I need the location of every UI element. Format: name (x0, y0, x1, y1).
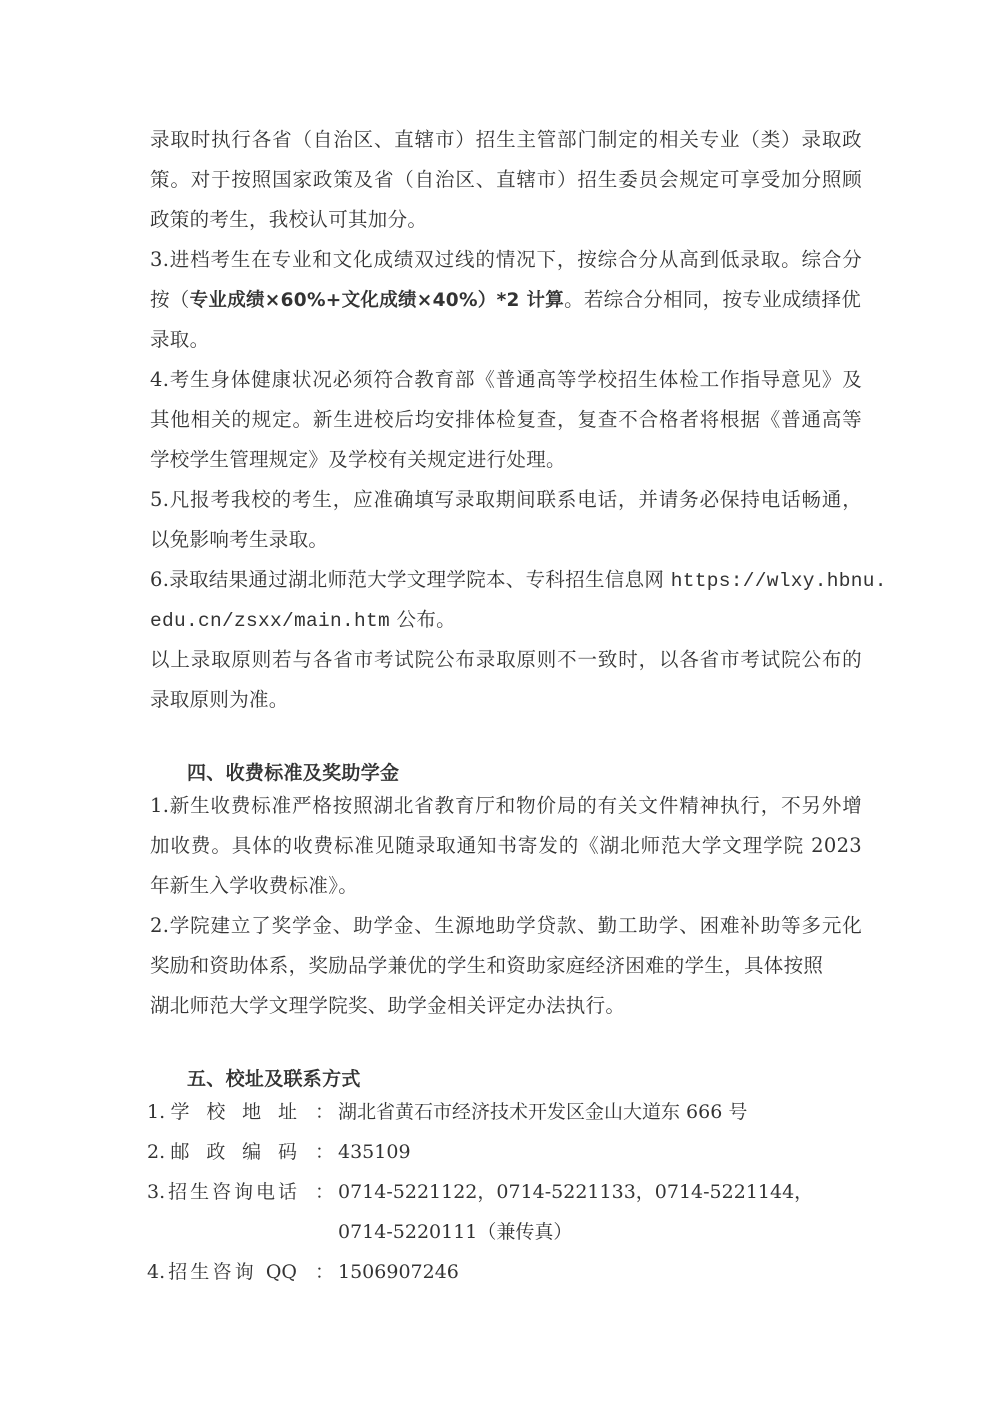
text: 。若综合分相同，按专业成绩择优 (564, 288, 862, 311)
colon: ： (315, 1181, 335, 1203)
paragraph-line: 以免影响考生录取。 (150, 528, 329, 551)
contact-value: 0714-5221122，0714-5221133，0714-5221144， (338, 1181, 814, 1203)
paragraph-line: 录取。 (150, 328, 210, 351)
paragraph-line: 5.凡报考我校的考生，应准确填写录取期间联系电话，并请务必保持电话畅通， (150, 488, 862, 511)
contact-label: 1.学 校 地 址 (147, 1101, 297, 1123)
paragraph-line: 湖北师范大学文理学院奖、助学金相关评定办法执行。 (150, 994, 626, 1017)
paragraph-line: 策。对于按照国家政策及省（自治区、直辖市）招生委员会规定可享受加分照顾 (150, 168, 862, 191)
contact-label: 4.招生咨询 QQ (147, 1261, 297, 1283)
paragraph-line: 录取时执行各省（自治区、直辖市）招生主管部门制定的相关专业（类）录取政 (150, 128, 862, 151)
contact-value: 1506907246 (338, 1261, 459, 1283)
paragraph-line (150, 566, 887, 594)
paragraph-line: 政策的考生，我校认可其加分。 (150, 208, 428, 231)
text: 按（ (150, 288, 190, 311)
paragraph-line: 2.学院建立了奖学金、助学金、生源地助学贷款、勤工助学、困难补助等多元化 (150, 914, 862, 937)
text: 公布。 (390, 608, 456, 631)
contact-label: 3.招生咨询电话 (147, 1181, 297, 1203)
colon: ： (315, 1141, 335, 1163)
paragraph-line: 其他相关的规定。新生进校后均安排体检复查，复查不合格者将根据《普通高等 (150, 408, 862, 431)
contact-value: 湖北省黄石市经济技术开发区金山大道东 666 号 (338, 1101, 748, 1123)
paragraph-line: 加收费。具体的收费标准见随录取通知书寄发的《湖北师范大学文理学院 2023 (150, 834, 862, 857)
formula-bold: 专业成绩×60%+文化成绩×40%）*2 计算 (189, 290, 565, 311)
paragraph-line: 年新生入学收费标准》。 (150, 874, 359, 897)
paragraph-line: 1.新生收费标准严格按照湖北省教育厅和物价局的有关文件精神执行，不另外增 (150, 794, 862, 817)
paragraph-line: 录取原则为准。 (150, 688, 289, 711)
colon: ： (315, 1261, 335, 1283)
colon: ： (315, 1101, 335, 1123)
url-link[interactable]: https://wlxy.hbnu. (670, 570, 887, 592)
paragraph-line: 学校学生管理规定》及学校有关规定进行处理。 (150, 448, 566, 471)
paragraph-line (150, 606, 862, 634)
contact-label: 2.邮 政 编 码 (147, 1141, 297, 1163)
section-heading: 四、收费标准及奖助学金 (187, 762, 400, 784)
contact-value: 0714-5220111（兼传真） (338, 1221, 573, 1243)
paragraph-line: 3.进档考生在专业和文化成绩双过线的情况下，按综合分从高到低录取。综合分 (150, 248, 862, 271)
section-heading: 五、校址及联系方式 (187, 1068, 361, 1090)
paragraph-line: 奖励和资助体系，奖励品学兼优的学生和资助家庭经济困难的学生，具体按照 (150, 954, 824, 977)
paragraph-line: 4.考生身体健康状况必须符合教育部《普通高等学校招生体检工作指导意见》及 (150, 368, 862, 391)
paragraph-line (150, 286, 862, 314)
contact-value: 435109 (338, 1141, 411, 1163)
text: 6.录取结果通过湖北师范大学文理学院本、专科招生信息网 (150, 568, 671, 591)
url-link[interactable]: edu.cn/zsxx/main.htm (150, 610, 391, 632)
paragraph-line: 以上录取原则若与各省市考试院公布录取原则不一致时，以各省市考试院公布的 (150, 648, 862, 671)
